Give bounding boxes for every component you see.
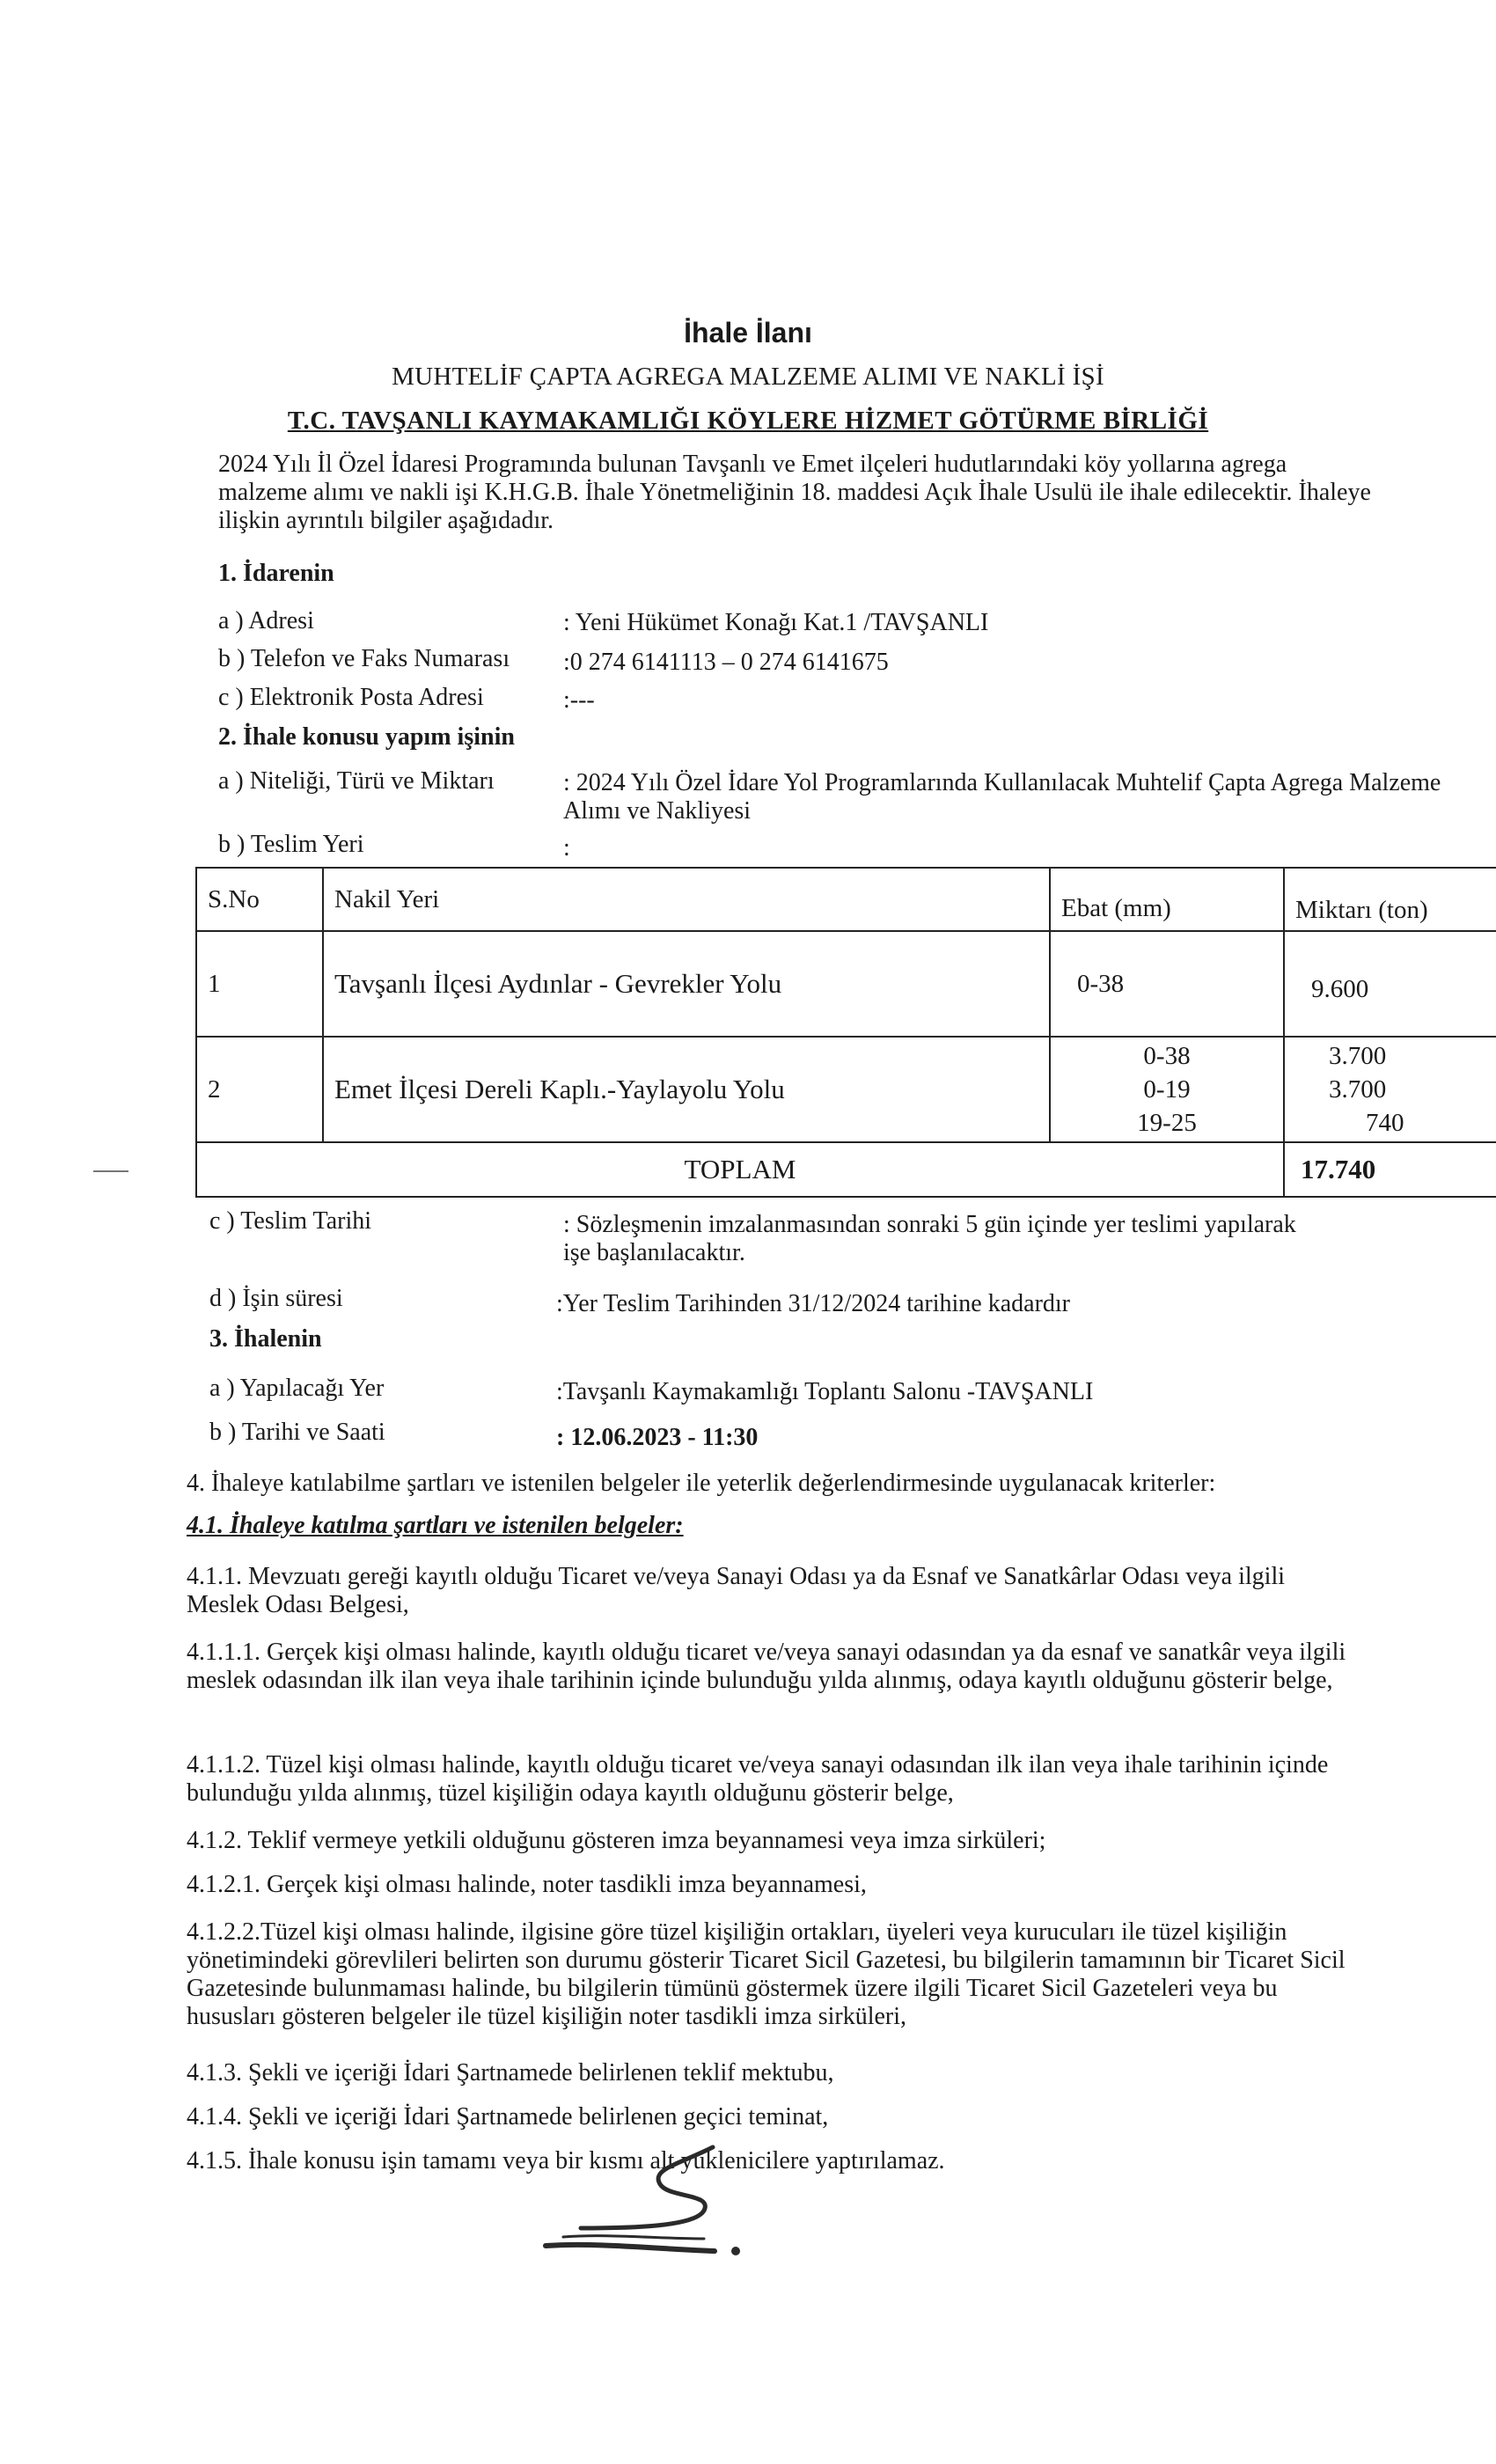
row2-quantity-3: 740 — [1366, 1109, 1404, 1137]
datetime-label: b ) Tarihi ve Saati — [209, 1419, 385, 1446]
row2-quantity-2: 3.700 — [1329, 1075, 1387, 1104]
header-size: Ebat (mm) — [1050, 868, 1284, 931]
row2-sno: 2 — [196, 1037, 323, 1142]
section-1-heading: 1. İdarenin — [218, 560, 334, 587]
table-row — [196, 1037, 1496, 1142]
row2-size-2: 0-19 — [1143, 1075, 1191, 1104]
list-item: 4.1.1. Mevzuatı gereği kayıtlı olduğu Ticaret ve/veya Sanayi Odası ya da Esnaf ve Sanatkârlar Odası veya ilgili Meslek Odası Belgesi, — [187, 1563, 1285, 1618]
duration-label: d ) İşin süresi — [209, 1285, 343, 1312]
delivery-place-label: b ) Teslim Yeri — [218, 831, 364, 858]
list-item: 4.1.2.2.Tüzel kişi olması halinde, ilgisine göre tüzel kişiliğin ortakları, üyeleri veya kurucuları ile tüzel kişiliğin yönetimindeki görevlileri belirten son durumu gösterir Ticaret Sicil Gazetesi, bu bilgilerin tamamının bir Ticaret Sicil Gazetesinde bulunmaması halinde, bu bilgilerin tümünü göstermek üzere ilgili Ticaret Sicil Gazeteleri veya bu hususları gösteren belgeler ile tüzel kişiliğin noter tasdikli imza sirküleri, — [187, 1918, 1346, 2030]
venue-value: :Tavşanlı Kaymakamlığı Toplantı Salonu -TAVŞANLI — [556, 1378, 1094, 1405]
header-quantity: Miktarı (ton) — [1284, 868, 1496, 931]
table-header-row — [196, 868, 1496, 931]
list-item: 4.1.4. Şekli ve içeriği İdari Şartnamede belirlenen geçici teminat, — [187, 2103, 829, 2130]
document-title: İhale İlanı — [684, 317, 812, 348]
duration-value: :Yer Teslim Tarihinden 31/12/2024 tarihine kadardır — [556, 1290, 1070, 1317]
header-place: Nakil Yeri — [323, 868, 1050, 931]
intro-paragraph: 2024 Yılı İl Özel İdaresi Programında bulunan Tavşanlı ve Emet ilçeleri hudutlarındaki köy yollarına agrega malzeme alımı ve nakli işi K.H.G.B. İhale Yönetmeliğinin 18. maddesi Açık İhale Usulü ile ihale edilecektir. İhaleye ilişkin ayrıntılı bilgiler aşağıdadır. — [218, 451, 1371, 534]
table-total-row — [196, 1142, 1496, 1197]
header-sno: S.No — [196, 868, 323, 931]
list-item: 4.1.2.1. Gerçek kişi olması halinde, noter tasdikli imza beyannamesi, — [187, 1871, 867, 1898]
row2-quantity-1: 3.700 — [1329, 1042, 1387, 1070]
table-row — [196, 931, 1496, 1037]
address-label: a ) Adresi — [218, 607, 314, 634]
nature-value: : 2024 Yılı Özel İdare Yol Programlarında Kullanılacak Muhtelif Çapta Agrega Malzeme Alımı ve Nakliyesi — [563, 769, 1441, 825]
section-4-heading: 4. İhaleye katılabilme şartları ve istenilen belgeler ile yeterlik değerlendirmesinde uygulanacak kriterler: — [187, 1470, 1216, 1497]
phone-label: b ) Telefon ve Faks Numarası — [218, 645, 510, 672]
row2-size-1: 0-38 — [1143, 1042, 1191, 1070]
nature-label: a ) Niteliği, Türü ve Miktarı — [218, 767, 495, 795]
phone-value: :0 274 6141113 – 0 274 6141675 — [563, 649, 889, 676]
list-item: 4.1.2. Teklif vermeye yetkili olduğunu gösteren imza beyannamesi veya imza sirküleri; — [187, 1827, 1046, 1854]
email-label: c ) Elektronik Posta Adresi — [218, 684, 484, 711]
list-item: 4.1.1.2. Tüzel kişi olması halinde, kayıtlı olduğu ticaret ve/veya sanayi odasından ilk ilan veya ihale tarihinin içinde bulunduğu yılda alınmış, tüzel kişiliğin odaya kayıtlı olduğunu gösterir belge, — [187, 1751, 1329, 1807]
venue-label: a ) Yapılacağı Yer — [209, 1375, 385, 1402]
section-3-heading: 3. İhalenin — [209, 1325, 322, 1353]
delivery-place-value: : — [563, 834, 570, 862]
row2-sizes — [1050, 1037, 1284, 1142]
organization-name: T.C. TAVŞANLI KAYMAKAMLIĞI KÖYLERE HİZMET GÖTÜRME BİRLİĞİ — [287, 407, 1209, 435]
list-item: 4.1.5. İhale konusu işin tamamı veya bir kısmı alt yüklenicilere yaptırılamaz. — [187, 2147, 945, 2174]
section-2-heading: 2. İhale konusu yapım işinin — [218, 723, 515, 751]
signature-mark — [528, 2130, 757, 2270]
row1-place: Tavşanlı İlçesi Aydınlar - Gevrekler Yolu — [323, 931, 1050, 1037]
datetime-value: : 12.06.2023 - 11:30 — [556, 1424, 759, 1451]
row2-quantities — [1284, 1037, 1496, 1142]
scan-mark — [93, 1170, 128, 1172]
row2-size-3: 19-25 — [1137, 1109, 1197, 1137]
list-item: 4.1.1.1. Gerçek kişi olması halinde, kayıtlı olduğu ticaret ve/veya sanayi odasından ya da esnaf ve sanatkâr veya ilgili meslek odasından ilk ilan veya ihale tarihinin içinde bulunduğu yılda alınmış, odaya kayıtlı olduğunu gösterir belge, — [187, 1639, 1346, 1694]
row1-quantity: 9.600 — [1284, 931, 1496, 1037]
materials-table — [195, 867, 1496, 1198]
row1-sno: 1 — [196, 931, 323, 1037]
document-subtitle: MUHTELİF ÇAPTA AGREGA MALZEME ALIMI VE NAKLİ İŞİ — [392, 363, 1104, 391]
email-value: :--- — [563, 686, 595, 714]
address-value: : Yeni Hükümet Konağı Kat.1 /TAVŞANLI — [563, 609, 989, 636]
delivery-date-label: c ) Teslim Tarihi — [209, 1207, 372, 1235]
row2-place: Emet İlçesi Dereli Kaplı.-Yaylayolu Yolu — [323, 1037, 1050, 1142]
section-4-1-heading: 4.1. İhaleye katılma şartları ve istenilen belgeler: — [187, 1512, 684, 1539]
delivery-date-value: : Sözleşmenin imzalanmasından sonraki 5 gün içinde yer teslimi yapılarak işe başlanılacaktır. — [563, 1211, 1296, 1266]
row1-size: 0-38 — [1050, 931, 1284, 1037]
total-value: 17.740 — [1284, 1142, 1496, 1197]
list-item: 4.1.3. Şekli ve içeriği İdari Şartnamede belirlenen teklif mektubu, — [187, 2059, 834, 2086]
total-label: TOPLAM — [196, 1142, 1284, 1197]
